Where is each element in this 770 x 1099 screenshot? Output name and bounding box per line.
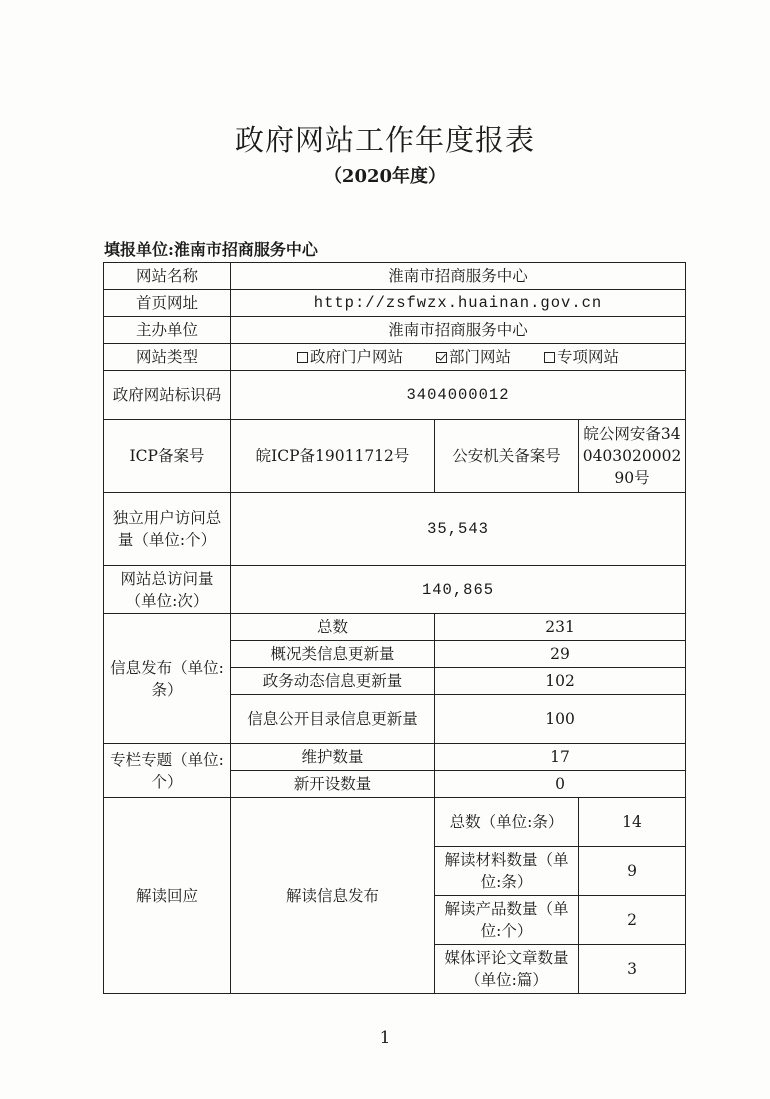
- row-info-total: [104, 614, 686, 641]
- interp-item-label: 解读产品数量（单位:个）: [435, 896, 579, 945]
- info-item-value: 100: [435, 695, 686, 744]
- row-site-type: [104, 344, 686, 371]
- unique-visitors-value: 35,543: [231, 493, 686, 566]
- site-type-label: 网站类型: [104, 344, 231, 371]
- icp-label: ICP备案号: [104, 420, 231, 493]
- info-item-value: 231: [435, 614, 686, 641]
- homepage-label: 首页网址: [104, 290, 231, 317]
- columns-item-label: 新开设数量: [231, 771, 435, 798]
- row-site-id: [104, 371, 686, 420]
- checkbox-icon: [544, 352, 555, 363]
- info-item-label: 政务动态信息更新量: [231, 668, 435, 695]
- site-name-label: 网站名称: [104, 263, 231, 290]
- interp-item-label: 总数（单位:条）: [435, 798, 579, 847]
- columns-item-value: 0: [435, 771, 686, 798]
- interp-item-value: 2: [579, 896, 686, 945]
- total-visits-label: 网站总访问量（单位:次）: [104, 566, 231, 614]
- site-type-option-special[interactable]: 专项网站: [544, 346, 619, 368]
- row-columns-maintained: [104, 744, 686, 771]
- row-total-visits: [104, 566, 686, 614]
- police-record-value: 皖公网安备34040302000290号: [579, 420, 686, 493]
- interp-item-value: 14: [579, 798, 686, 847]
- site-type-option-portal[interactable]: 政府门户网站: [297, 346, 403, 368]
- report-table: [103, 262, 686, 994]
- site-id-value: 3404000012: [231, 371, 686, 420]
- checkbox-icon: [297, 352, 308, 363]
- site-type-option-department[interactable]: 部门网站: [436, 346, 511, 368]
- report-year: （2020年度）: [323, 166, 447, 187]
- site-id-label: 政府网站标识码: [104, 371, 231, 420]
- info-item-label: 总数: [231, 614, 435, 641]
- info-item-value: 29: [435, 641, 686, 668]
- report-title: 政府网站工作年度报表: [234, 123, 535, 157]
- info-release-label: 信息发布（单位:条）: [104, 614, 231, 744]
- interp-item-value: 3: [579, 945, 686, 994]
- interp-item-label: 媒体评论文章数量（单位:篇）: [435, 945, 579, 994]
- checkbox-checked-icon: [436, 352, 447, 363]
- sponsor-value: 淮南市招商服务中心: [231, 317, 686, 344]
- row-unique-visitors: [104, 493, 686, 566]
- row-homepage: [104, 290, 686, 317]
- unique-visitors-label: 独立用户访问总量（单位:个）: [104, 493, 231, 566]
- interpretation-label: 解读回应: [104, 798, 231, 994]
- site-type-options: [231, 344, 686, 371]
- info-item-label: 概况类信息更新量: [231, 641, 435, 668]
- sponsor-label: 主办单位: [104, 317, 231, 344]
- homepage-value: http://zsfwzx.huainan.gov.cn: [231, 290, 686, 317]
- columns-item-value: 17: [435, 744, 686, 771]
- site-name-value: 淮南市招商服务中心: [231, 263, 686, 290]
- icp-value: 皖ICP备19011712号: [231, 420, 435, 493]
- info-item-label: 信息公开目录信息更新量: [231, 695, 435, 744]
- total-visits-value: 140,865: [231, 566, 686, 614]
- interpretation-sublabel: 解读信息发布: [231, 798, 435, 994]
- interp-item-value: 9: [579, 847, 686, 896]
- page-number: 1: [379, 1028, 391, 1048]
- interp-item-label: 解读材料数量（单位:条）: [435, 847, 579, 896]
- filing-unit: 填报单位:淮南市招商服务中心: [104, 240, 318, 259]
- police-record-label: 公安机关备案号: [435, 420, 579, 493]
- row-interp-total: [104, 798, 686, 847]
- info-item-value: 102: [435, 668, 686, 695]
- row-sponsor: [104, 317, 686, 344]
- columns-item-label: 维护数量: [231, 744, 435, 771]
- row-icp: [104, 420, 686, 493]
- columns-label: 专栏专题（单位:个）: [104, 744, 231, 798]
- row-site-name: [104, 263, 686, 290]
